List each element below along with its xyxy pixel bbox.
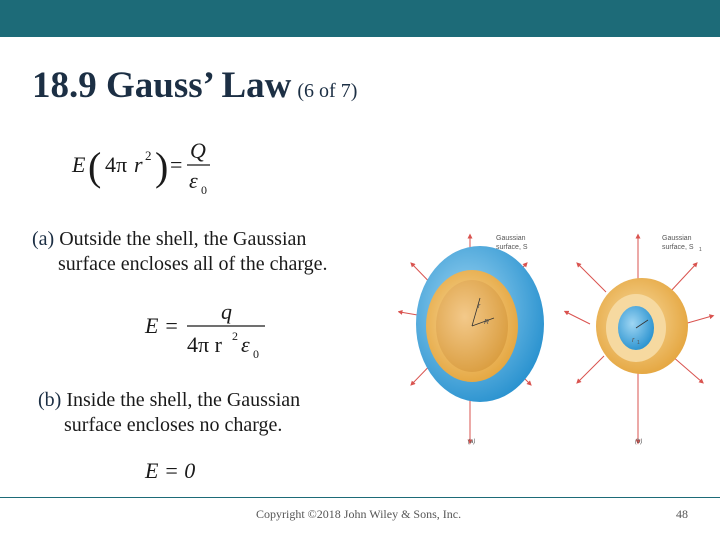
slide-title <box>32 64 357 107</box>
part-a-line1: Outside the shell, the Gaussian <box>59 228 307 250</box>
eq1-Q: Q <box>190 138 206 163</box>
eq1-exp: 2 <box>145 148 152 163</box>
slide-title-sub: (6 of 7) <box>297 80 358 102</box>
part-b-line1: Inside the shell, the Gaussian <box>66 389 301 411</box>
figure-a-label: Gaussian <box>496 235 526 242</box>
figure-a-caption: (a) <box>468 439 476 445</box>
title-bar <box>0 0 720 37</box>
eq2-den: 4π r <box>187 332 222 357</box>
eq2-epsilon: ε <box>241 332 250 357</box>
part-a-text <box>32 227 328 277</box>
gauss-shell-figure <box>398 224 716 450</box>
footer-divider <box>0 497 720 498</box>
eq1-eps-sub: 0 <box>201 183 207 197</box>
eq1-equals: = <box>170 152 183 177</box>
eq2-exp: 2 <box>232 329 238 343</box>
figure-a-R-label: R <box>484 319 490 326</box>
eq1-paren-right: ) <box>155 144 169 189</box>
eq1-E: E <box>72 152 86 177</box>
slide-title-main: 18.9 Gauss’ Law <box>32 65 292 106</box>
eq1-epsilon: ε <box>189 168 198 193</box>
copyright-text: Copyright ©2018 John Wiley & Sons, Inc. <box>256 507 462 521</box>
figure-a-label2: surface, S <box>496 244 528 251</box>
part-b-label: (b) <box>38 389 62 411</box>
part-a-line2: surface encloses all of the charge. <box>58 253 328 275</box>
figure-b-label2: surface, S <box>662 244 694 251</box>
eq2-num: q <box>221 299 232 324</box>
part-a-label: (a) <box>32 228 55 250</box>
eq2-eps-sub: 0 <box>253 347 259 361</box>
eq2-lhs: E = <box>145 313 179 338</box>
equation-gauss <box>72 136 222 200</box>
figure-b-caption: (b) <box>635 439 643 445</box>
part-b-line2: surface encloses no charge. <box>64 414 283 436</box>
eq1-paren-left: ( <box>88 144 102 189</box>
part-b-text <box>38 388 300 438</box>
figure-b-r1-sub: 1 <box>637 340 640 346</box>
equation-outside <box>145 300 275 364</box>
figure-a-r-label: r <box>478 303 481 310</box>
eq3-text: E = 0 <box>145 458 196 483</box>
page-number: 48 <box>676 507 688 521</box>
equation-inside <box>145 456 215 484</box>
figure-b-r1-label: r <box>632 337 635 344</box>
figure-b-label2-sub: 1 <box>699 247 702 253</box>
eq1-r: r <box>134 152 143 177</box>
figure-b-label: Gaussian <box>662 235 692 242</box>
eq1-four-pi: 4π <box>105 152 128 177</box>
